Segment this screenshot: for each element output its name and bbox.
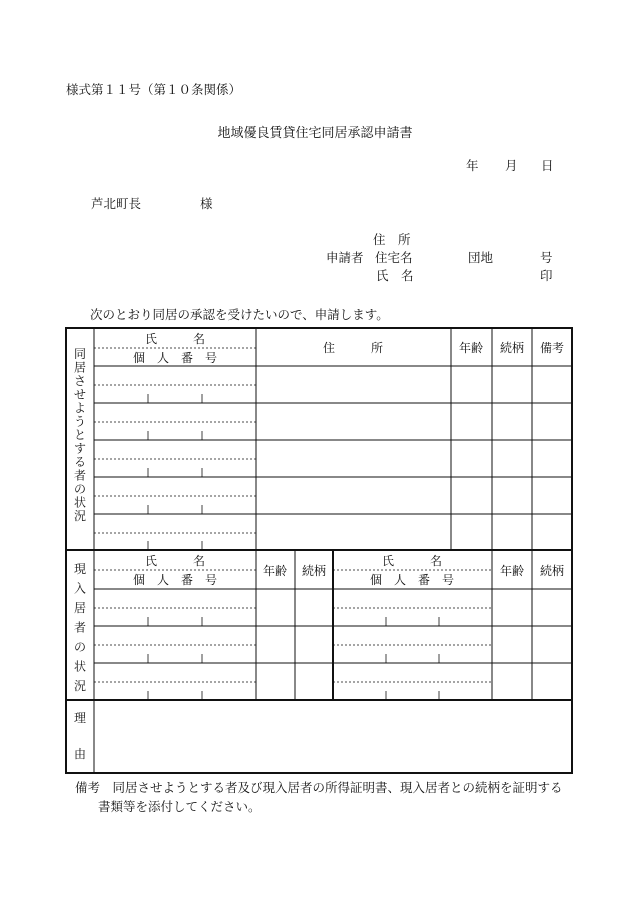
section1-label-char: る bbox=[73, 455, 87, 469]
seal-label: 印 bbox=[540, 268, 553, 283]
form-number: 様式第１１号（第１０条関係） bbox=[66, 82, 242, 97]
section1-label-char: と bbox=[73, 428, 87, 442]
section1-label-char: さ bbox=[73, 374, 87, 388]
section2-label-char: 現 bbox=[73, 562, 87, 576]
section1-label-char: 居 bbox=[73, 360, 87, 375]
section1-label-char: う bbox=[73, 414, 87, 429]
document-title: 地域優良賃貸住宅同居承認申請書 bbox=[217, 126, 413, 141]
age-header: 年齢 bbox=[458, 341, 484, 355]
section1-label-char: よ bbox=[73, 401, 87, 415]
section2-label-char: 者 bbox=[73, 620, 87, 635]
name-header: 氏 名 bbox=[144, 332, 206, 346]
current-relation-header: 続柄 bbox=[301, 564, 327, 578]
id-number-header: 個 人 番 号 bbox=[132, 351, 218, 365]
section2-label-char: 状 bbox=[73, 659, 87, 674]
section2-label-char: の bbox=[73, 640, 87, 654]
section-label-reason bbox=[74, 711, 86, 761]
section1-label-char: 状 bbox=[73, 495, 87, 510]
addressee-honorific: 様 bbox=[200, 196, 213, 211]
current-id-number-header-2: 個 人 番 号 bbox=[369, 573, 455, 587]
section-label-cohabitants bbox=[74, 347, 86, 523]
date-month-label: 月 bbox=[505, 158, 518, 173]
section3-label-char: 由 bbox=[73, 747, 87, 761]
applicant-name-label: 氏 名 bbox=[376, 268, 414, 283]
relation-header: 続柄 bbox=[499, 341, 525, 355]
section-label-current-residents bbox=[74, 562, 86, 693]
addressee-name: 芦北町長 bbox=[91, 196, 142, 211]
unit-number-label: 号 bbox=[540, 250, 553, 265]
applicant-label: 申請者 bbox=[326, 250, 364, 265]
current-relation-header-2: 続柄 bbox=[539, 564, 565, 578]
applicant-address-label: 住 所 bbox=[373, 232, 411, 247]
section1-label-char: 者 bbox=[73, 468, 87, 483]
date-year-label: 年 bbox=[466, 158, 479, 173]
current-name-header-2: 氏 名 bbox=[381, 554, 443, 568]
section2-label-char: 居 bbox=[73, 601, 87, 615]
note-line-1: 備考 同居させようとする者及び現入居者の所得証明書、現入居者との続柄を証明する bbox=[75, 780, 563, 795]
remarks-header: 備考 bbox=[539, 341, 565, 355]
section3-label-char: 理 bbox=[73, 711, 87, 725]
section2-label-char: 入 bbox=[73, 581, 87, 596]
intro-text: 次のとおり同居の承認を受けたいので、申請します。 bbox=[90, 307, 389, 322]
section2-label-char: 況 bbox=[73, 679, 87, 693]
current-age-header: 年齢 bbox=[262, 564, 288, 578]
housing-name-label: 住宅名 bbox=[375, 250, 413, 265]
address-header: 住 所 bbox=[322, 341, 384, 355]
current-id-number-header: 個 人 番 号 bbox=[132, 573, 218, 587]
note-line-2: 書類等を添付してください。 bbox=[98, 799, 261, 814]
section1-label-char: 況 bbox=[73, 509, 87, 523]
current-name-header: 氏 名 bbox=[144, 554, 206, 568]
danchi-label: 団地 bbox=[468, 250, 494, 265]
section1-label-char: 同 bbox=[73, 347, 87, 361]
current-age-header-2: 年齢 bbox=[499, 564, 525, 578]
date-day-label: 日 bbox=[541, 158, 554, 173]
section1-label-char: せ bbox=[73, 387, 87, 402]
section1-label-char: す bbox=[73, 441, 87, 456]
section1-label-char: の bbox=[73, 482, 87, 496]
